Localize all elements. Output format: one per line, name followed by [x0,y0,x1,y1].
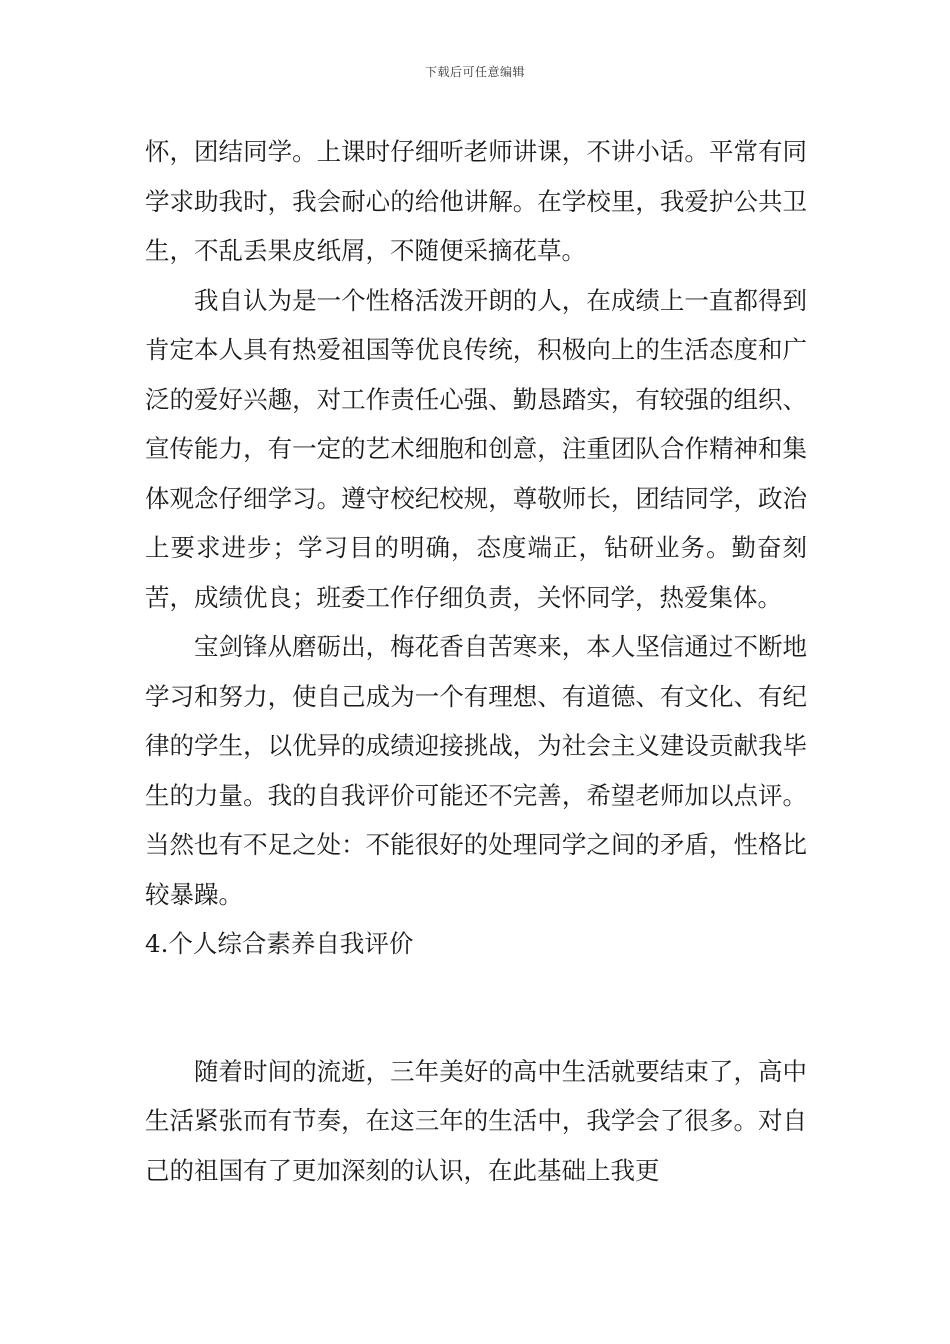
blank-space [145,969,807,1047]
paragraph-self-assessment: 我自认为是一个性格活泼开朗的人，在成绩上一直都得到肯定本人具有热爱祖国等优良传统，积极向上的生活态度和广泛的爱好兴趣，对工作责任心强、勤恳踏实，有较强的组织、宣传能力，有一定的艺术细胞和创意，注重团队合作精神和集体观念仔细学习。遵守校纪校规，尊敬师长，团结同学，政治上要求进步；学习目的明确，态度端正，钻研业务。勤奋刻苦，成绩优良；班委工作仔细负责，关怀同学，热爱集体。 [145,285,807,612]
page-header: 下载后可任意编辑 [424,65,525,79]
section-heading: 4.个人综合素养自我评价 [145,929,414,958]
paragraph-continuation: 怀，团结同学。上课时仔细听老师讲课，不讲小话。平常有同学求助我时，我会耐心的给他讲解。在学校里，我爱护公共卫生，不乱丢果皮纸屑，不随便采摘花草。 [145,137,807,265]
paragraph-high-school: 随着时间的流逝，三年美好的高中生活就要结束了，高中生活紧张而有节奏，在这三年的生活中，我学会了很多。对自己的祖国有了更加深刻的认识，在此基础上我更 [145,1056,807,1185]
paragraph-aspiration: 宝剑锋从磨砺出，梅花香自苦寒来，本人坚信通过不断地学习和努力，使自己成为一个有理想、有道德、有文化、有纪律的学生，以优异的成绩迎接挑战，为社会主义建设贡献我毕生的力量。我的自我评价可能还不完善，希望老师加以点评。当然也有不足之处：不能很好的处理同学之间的矛盾，性格比较暴躁。 [145,632,807,909]
document-body [145,127,807,1195]
